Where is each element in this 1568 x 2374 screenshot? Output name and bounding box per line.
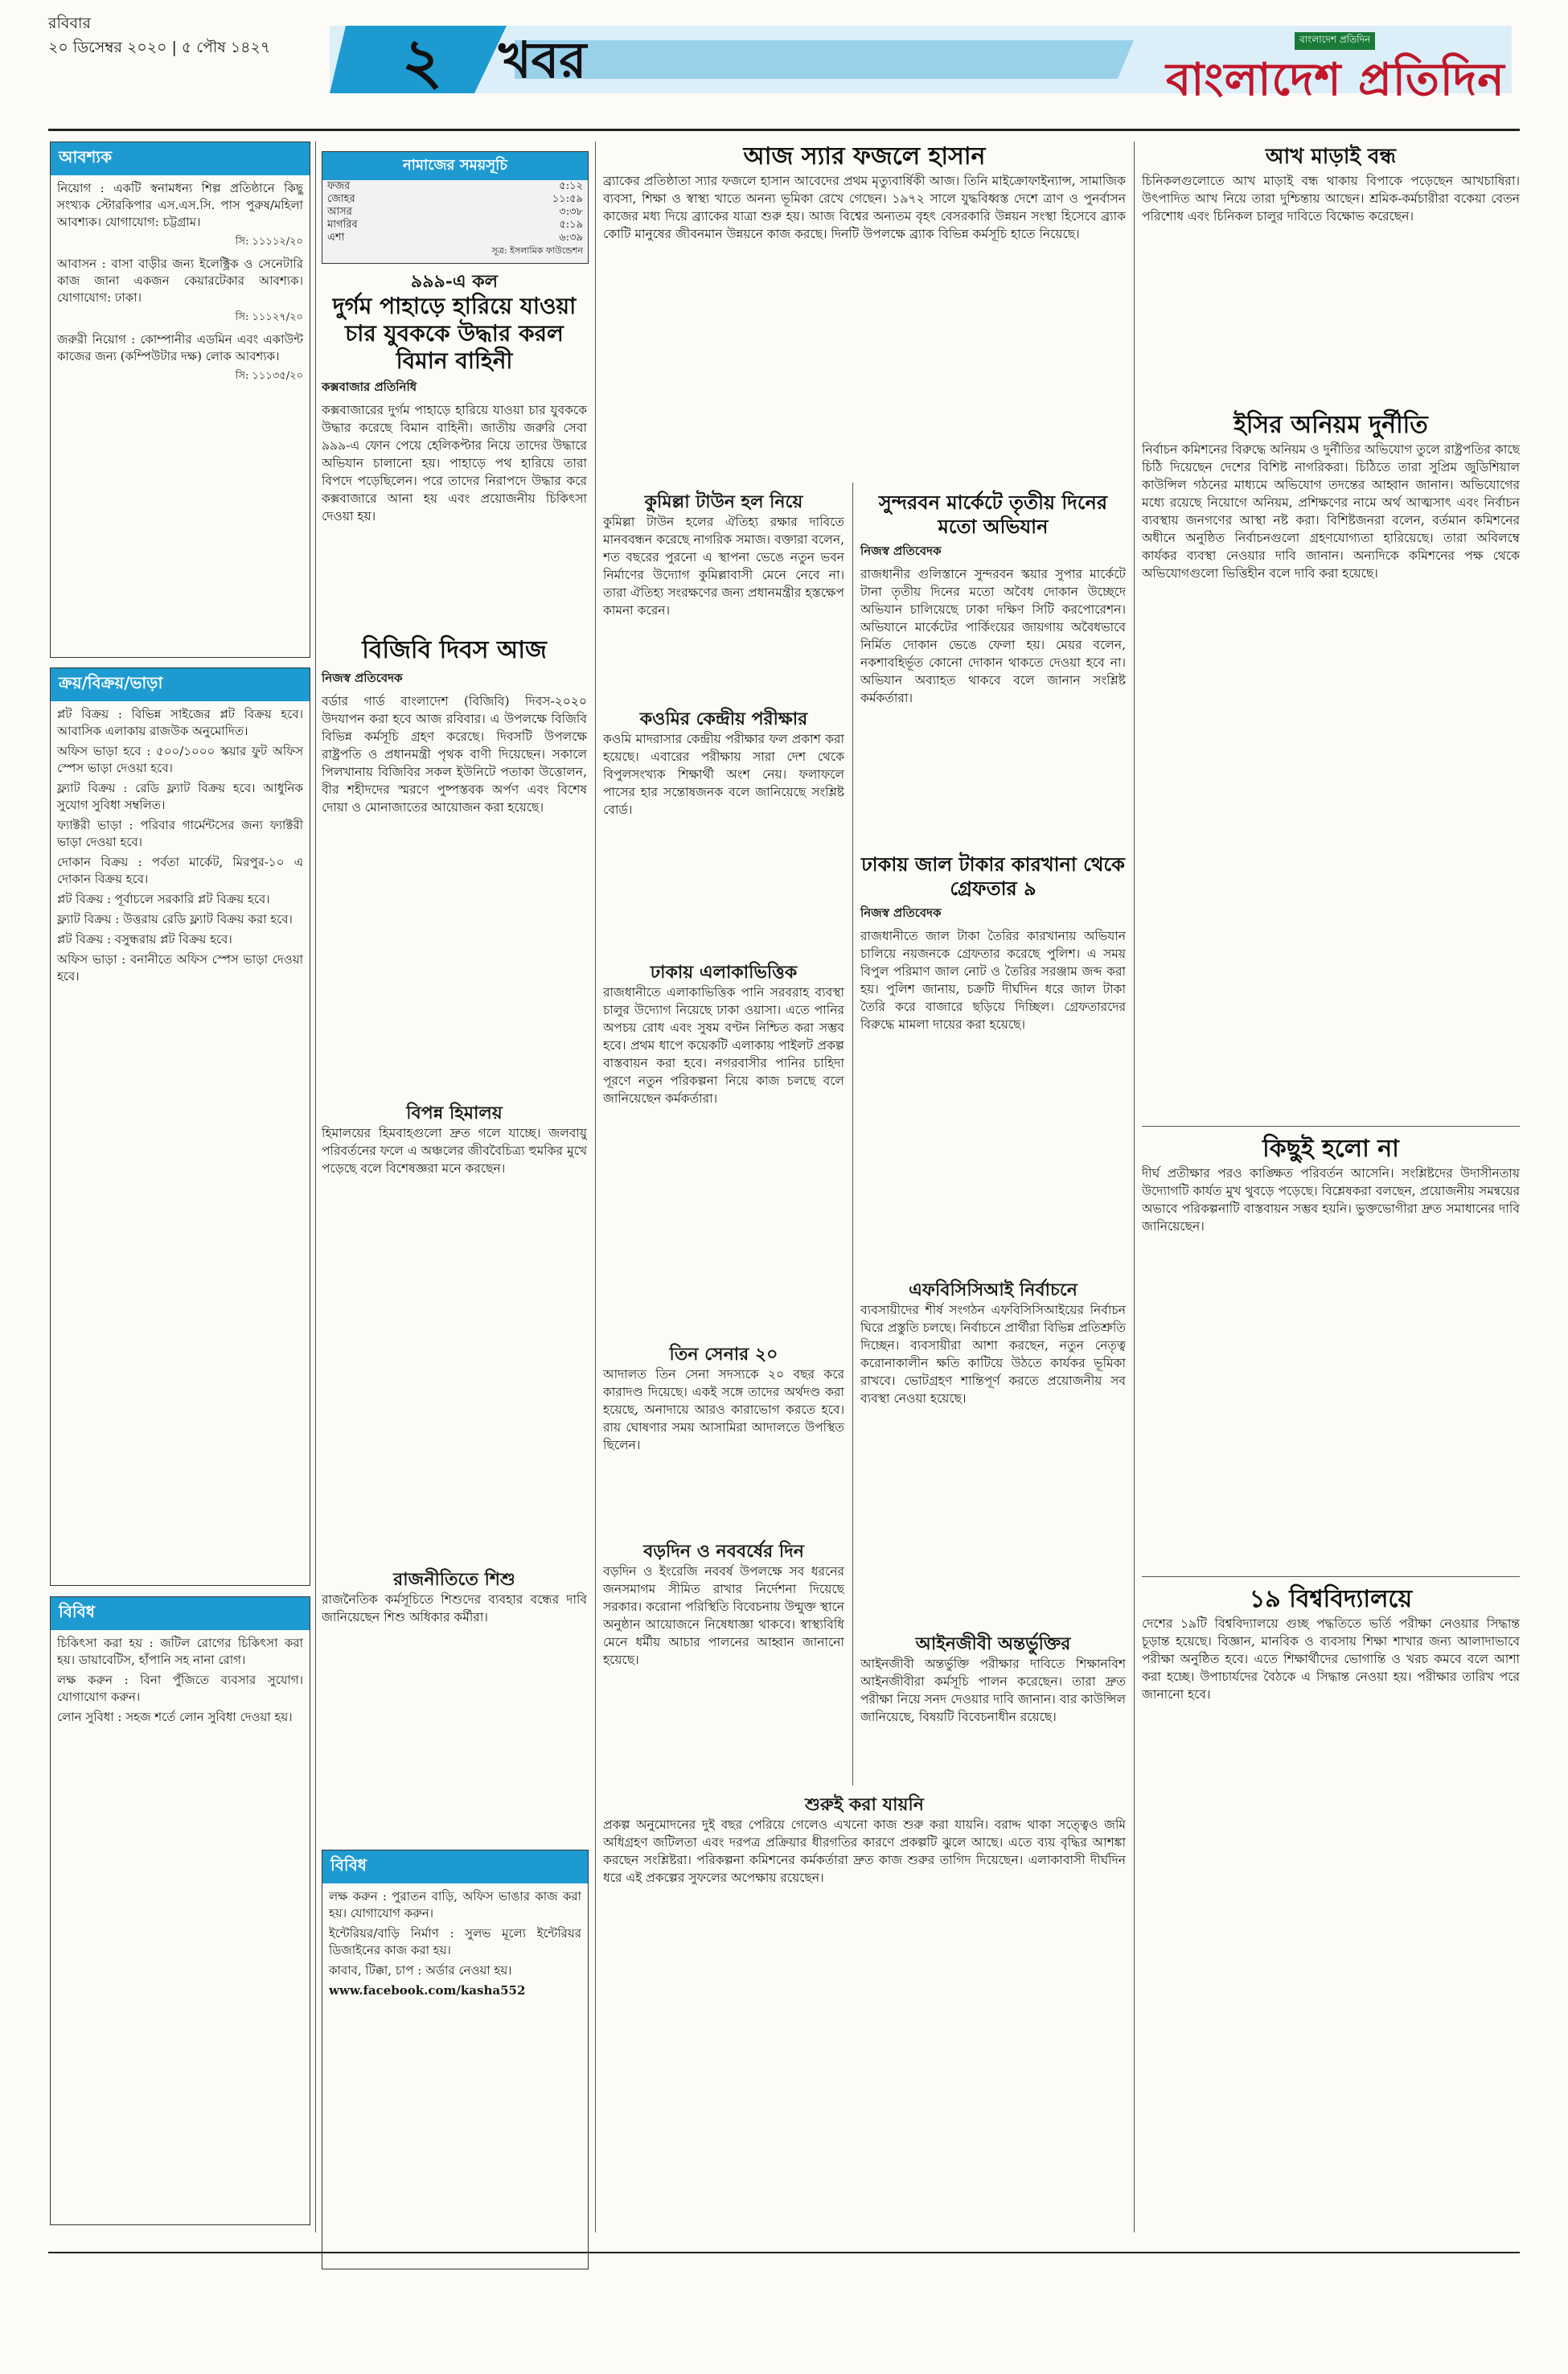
classified-ref: সি: ১১১২৭/২০: [235, 311, 303, 323]
classified-wanted: [50, 142, 310, 658]
section-title: খবর: [499, 31, 587, 89]
article-christmas[interactable]: [603, 1540, 844, 1781]
column-rule: [1134, 142, 1135, 2232]
prayer-times-box: [322, 151, 589, 264]
article-kicker: ৯৯৯-এ কল: [410, 271, 499, 292]
article-not-started[interactable]: [603, 1793, 1126, 2244]
misc-ad-box: [322, 1850, 589, 2269]
day-label: রবিবার: [48, 14, 91, 32]
article-fazle-hasan[interactable]: [603, 142, 1126, 479]
article-fake-currency[interactable]: [860, 852, 1126, 1271]
classified-ad: চিকিৎসা করা হয় : জটিল রোগের চিকিৎসা করা হয়। ডায়াবেটিস, হাঁপানি সহ নানা রোগ।: [57, 1636, 303, 1667]
article-19-universities[interactable]: [1142, 1584, 1520, 2244]
section-rule: [1142, 1126, 1520, 1127]
article-body: ব্র্যাকের প্রতিষ্ঠাতা স্যার ফজলে হাসান আবেদের প্রথম মৃত্যুবার্ষিকী আজ। তিনি মাইক্রোফাইন্যান্স, সামাজিক ব্যবসা, শিক্ষা ও স্বাস্থ্য খাতে অনন্য ভূমিকা রেখে গেছেন। ১৯৭২ সালে যুদ্ধবিধ্বস্ত দেশে ত্রাণ ও পুনর্বাসন কাজের মধ্য দিয়ে ব্র্যাকের যাত্রা শুরু হয়। আজ বিশ্বের অন্যতম বৃহৎ বেসরকারি উন্নয়ন সংস্থা হিসেবে ব্র্যাক কোটি মানুষের জীবনমান উন্নয়নে কাজ করছে। দিনটি উপলক্ষে ব্র্যাক বিভিন্ন কর্মসূচি হাতে নিয়েছে।: [603, 174, 1126, 241]
article-headline: রাজনীতিতে শিশু: [393, 1569, 515, 1590]
misc-ad-link[interactable]: www.facebook.com/kasha552: [329, 1983, 526, 1998]
article-qawmi-exam[interactable]: [603, 708, 844, 949]
article-body: বড়দিন ও ইংরেজি নববর্ষ উপলক্ষে সব ধরনের জনসমাগম সীমিত রাখার নির্দেশনা দিয়েছে সরকার। করোনা পরিস্থিতি বিবেচনায় উন্মুক্ত স্থানে অনুষ্ঠান আয়োজনে নিষেধাজ্ঞা থাকবে। স্বাস্থ্যবিধি মেনে ধর্মীয় আচার পালনের আহ্বান জানানো হয়েছে।: [603, 1564, 844, 1667]
article-headline: বিজিবি দিবস আজ: [362, 636, 547, 664]
section-rule: [1142, 1576, 1520, 1577]
article-headline: আখ মাড়াই বন্ধ: [1265, 145, 1397, 169]
prayer-row: মাগরিব ৫:১৯: [327, 219, 583, 231]
classified-ad: অফিস ভাড়া হবে : ৫০০/১০০০ স্কয়ার ফুট অফিস স্পেস ভাড়া দেওয়া হবে।: [57, 744, 303, 775]
article-byline: নিজস্ব প্রতিবেদক: [860, 906, 942, 920]
article-lawyer[interactable]: [860, 1633, 1126, 1785]
classified-ad: ফ্যাক্টরী ভাড়া : পরিবার গার্মেন্টসের জন্য ফ্যাক্টরী ভাড়া দেওয়া হবে।: [57, 818, 303, 849]
article-rescue[interactable]: [322, 270, 587, 624]
classified-misc: [50, 1596, 310, 2225]
newspaper-logo[interactable]: [1166, 32, 1536, 129]
classified-ref: সি: ১১১১২/২০: [235, 236, 303, 248]
classified-sale: [50, 667, 310, 1586]
prayer-row: এশা ৬:৩৯: [327, 232, 583, 244]
article-headline: বিপন্ন হিমালয়: [406, 1103, 503, 1123]
article-body: রাজধানীর গুলিস্তানে সুন্দরবন স্কয়ার সুপার মার্কেটে টানা তৃতীয় দিনের মতো অবৈধ দোকান উচ্ছেদে অভিযান চালিয়েছে ঢাকা দক্ষিণ সিটি করপোরেশন। অভিযানে মার্কেটের পার্কিংয়ের জায়গায় অবৈধভাবে নির্মিত দোকান ভেঙে ফেলা হয়। মেয়র বলেন, নকশাবহির্ভূত কোনো দোকান থাকতে দেওয়া হবে না। অভিযান অব্যাহত থাকবে বলে জানান সংশ্লিষ্ট কর্মকর্তারা।: [860, 567, 1126, 705]
article-headline: কওমির কেন্দ্রীয় পরীক্ষার: [639, 709, 808, 729]
classified-ad: প্লট বিক্রয় : বিভিন্ন সাইজের প্লট বিক্রয় হবে। আবাসিক এলাকায় রাজউক অনুমোদিত।: [57, 707, 303, 738]
article-water[interactable]: [603, 961, 844, 1331]
column-rule: [595, 142, 596, 2232]
article-headline: দুর্গম পাহাড়ে হারিয়ে যাওয়া চার যুবককে উদ্ধার করল বিমান বাহিনী: [332, 293, 577, 374]
article-body: রাজনৈতিক কর্মসূচিতে শিশুদের ব্যবহার বন্ধের দাবি জানিয়েছেন শিশু অধিকার কর্মীরা।: [322, 1592, 587, 1624]
prayer-row: জোহর ১১:৫৯: [327, 193, 583, 205]
article-body: চিনিকলগুলোতে আখ মাড়াই বন্ধ থাকায় বিপাকে পড়েছেন আখচাষিরা। উৎপাদিত আখ নিয়ে তারা দুশ্চিন্তায় আছেন। শ্রমিক-কর্মচারীরা বকেয়া বেতন পরিশোধ এবং চিনিকল চালুর দাবিতে বিক্ষোভ করেছেন।: [1142, 174, 1520, 224]
misc-ad: লক্ষ করুন : পুরাতন বাড়ি, অফিস ভাঙার কাজ করা হয়। যোগাযোগ করুন।: [329, 1889, 581, 1920]
logo-tagline: বাংলাদেশ প্রতিদিন: [1295, 32, 1375, 50]
article-headline: তিন সেনার ২০: [669, 1344, 778, 1365]
article-body: আইনজীবী অন্তর্ভুক্তি পরীক্ষার দাবিতে শিক্ষানবিশ আইনজীবীরা কর্মসূচি পালন করেছেন। তারা দ্রুত পরীক্ষা নিয়ে সনদ দেওয়ার দাবি জানান। বার কাউন্সিল জানিয়েছে, বিষয়টি বিবেচনাধীন রয়েছে।: [860, 1657, 1126, 1724]
classified-ad: লক্ষ করুন : বিনা পুঁজিতে ব্যবসার সুযোগ। যোগাযোগ করুন।: [57, 1673, 303, 1704]
article-body: দেশের ১৯টি বিশ্ববিদ্যালয়ে গুচ্ছ পদ্ধতিতে ভর্তি পরীক্ষা নেওয়ার সিদ্ধান্ত চূড়ান্ত হয়েছে। বিজ্ঞান, মানবিক ও ব্যবসায় শিক্ষা শাখার জন্য আলাদাভাবে পরীক্ষা অনুষ্ঠিত হবে। এতে শিক্ষার্থীদের ভোগান্তি ও খরচ কমবে বলে আশা করা হচ্ছে। উপাচার্যদের বৈঠকে এ সিদ্ধান্ত নেওয়া হয়। পরীক্ষার তারিখ পরে জানানো হবে।: [1142, 1616, 1520, 1702]
article-body: বর্ডার গার্ড বাংলাদেশ (বিজিবি) দিবস-২০২০ উদযাপন করা হবে আজ রবিবার। এ উপলক্ষে বিজিবি বিভিন্ন কর্মসূচি গ্রহণ করেছে। দিবসটি উপলক্ষে রাষ্ট্রপতি ও প্রধানমন্ত্রী পৃথক বাণী দিয়েছেন। সকালে পিলখানায় বিজিবির সকল ইউনিটে পতাকা উত্তোলন, বীর শহীদদের স্মরণে পুষ্পস্তবক অর্পণ এবং বিশেষ দোয়া ও মোনাজাতের আয়োজন করা হয়েছে।: [322, 694, 587, 815]
logo-wordmark: বাংলাদেশ প্রতিদিন: [1166, 53, 1505, 106]
article-body: ব্যবসায়ীদের শীর্ষ সংগঠন এফবিসিসিআইয়ের নির্বাচন ঘিরে প্রস্তুতি চলছে। নির্বাচনে প্রার্থীরা বিভিন্ন প্রতিশ্রুতি দিচ্ছেন। ব্যবসায়ীরা আশা করছেন, নতুন নেতৃত্ব করোনাকালীন ক্ষতি কাটিয়ে উঠতে কার্যকর ভূমিকা রাখবে। ভোটগ্রহণ শান্তিপূর্ণ করতে প্রয়োজনীয় সব ব্যবস্থা নেওয়া হয়েছে।: [860, 1303, 1126, 1406]
article-body: আদালত তিন সেনা সদস্যকে ২০ বছর করে কারাদণ্ড দিয়েছে। একই সঙ্গে তাদের অর্থদণ্ড করা হয়েছে, অনাদায়ে আরও কারাভোগ করতে হবে। রায় ঘোষণার সময় আসামিরা আদালতে উপস্থিত ছিলেন।: [603, 1367, 844, 1452]
article-headline: আইনজীবী অন্তর্ভুক্তির: [915, 1633, 1071, 1654]
prayer-title: নামাজের সময়সূচি: [322, 152, 588, 180]
article-body: নির্বাচন কমিশনের বিরুদ্ধে অনিয়ম ও দুর্নীতির অভিযোগ তুলে রাষ্ট্রপতির কাছে চিঠি দিয়েছেন দেশের বিশিষ্ট নাগরিকরা। চিঠিতে তারা সুপ্রিম জুডিশিয়াল কাউন্সিল গঠনের মাধ্যমে অভিযোগ তদন্তের আহ্বান জানান। অভিযোগের মধ্যে রয়েছে নিয়োগে অনিয়ম, প্রশিক্ষণের নামে অর্থ আত্মসাৎ এবং নির্বাচন ব্যবস্থায় জনগণের আস্থা নষ্ট করা। বিশিষ্টজনরা বলেন, বর্তমান কমিশনের অধীনে অনুষ্ঠিত নির্বাচনগুলো গ্রহণযোগ্যতা হারিয়েছে। তারা অবিলম্বে কার্যকর ব্যবস্থা নেওয়ার দাবি জানান। অন্যদিকে কমিশনের পক্ষ থেকে অভিযোগগুলো ভিত্তিহীন বলে দাবি করা হয়েছে।: [1142, 442, 1520, 581]
classified-ad: জরুরী নিয়োগ : কোম্পানীর এডমিন এবং একাউন্ট কাজের জন্য (কম্পিউটার দক্ষ) লোক আবশ্যক।: [57, 332, 303, 363]
article-body: হিমালয়ের হিমবাহগুলো দ্রুত গলে যাচ্ছে। জলবায়ু পরিবর্তনের ফলে এ অঞ্চলের জীববৈচিত্র্য হুমকির মুখে পড়েছে বলে বিশেষজ্ঞরা মনে করছেন।: [322, 1126, 587, 1176]
classified-ad: আবাসন : বাসা বাড়ীর জন্য ইলেক্ট্রিক ও সেনেটারি কাজ জানা একজন কেয়ারটেকার আবশ্যক। যোগাযোগ: ঢাকা।: [57, 257, 303, 305]
classified-ad: প্লট বিক্রয় : পূর্বাচলে সরকারি প্লট বিক্রয় হবে।: [57, 892, 270, 906]
article-three-soldiers[interactable]: [603, 1343, 844, 1528]
article-byline: কক্সবাজার প্রতিনিধি: [322, 380, 417, 394]
footer-rule: [48, 2252, 1520, 2253]
article-headline: ইসির অনিয়ম দুর্নীতি: [1233, 411, 1428, 439]
article-comilla[interactable]: [603, 491, 844, 700]
article-headline: এফবিসিসিআই নির্বাচনে: [909, 1279, 1077, 1300]
article-fbcci[interactable]: [860, 1279, 1126, 1624]
article-headline: শুরুই করা যায়নি: [805, 1794, 924, 1815]
misc-ad: ইন্টেরিয়র/বাড়ি নির্মাণ : সুলভ মূল্যে ইন্টেরিয়র ডিজাইনের কাজ করা হয়।: [329, 1926, 581, 1957]
article-sugarcane[interactable]: [1142, 142, 1520, 399]
article-byline: নিজস্ব প্রতিবেদক: [860, 544, 942, 558]
article-headline: ঢাকায় জাল টাকার কারখানা থেকে গ্রেফতার ৯: [861, 852, 1125, 900]
page-number: ২: [401, 25, 443, 98]
article-body: কক্সবাজারের দুর্গম পাহাড়ে হারিয়ে যাওয়া চার যুবককে উদ্ধার করেছে বিমান বাহিনী। জাতীয় জরুরি সেবা ৯৯৯-এ ফোন পেয়ে হেলিকপ্টার নিয়ে তাদের উদ্ধারে অভিযান চালানো হয়। পাহাড়ে পথ হারিয়ে তারা বিপদে পড়েছিলেন। পরে তাদের নিরাপদে উদ্ধার করে কক্সবাজারে আনা হয় এবং প্রয়োজনীয় চিকিৎসা দেওয়া হয়।: [322, 403, 587, 524]
misc-ad: কাবাব, টিক্কা, চাপ : অর্ডার নেওয়া হয়।: [329, 1963, 512, 1978]
date-label: ২০ ডিসেম্বর ২০২০ | ৫ পৌষ ১৪২৭: [48, 39, 271, 56]
article-body: রাজধানীতে এলাকাভিত্তিক পানি সরবরাহ ব্যবস্থা চালুর উদ্যোগ নিয়েছে ঢাকা ওয়াসা। এতে পানির অপচয় রোধ এবং সুষম বণ্টন নিশ্চিত করা সম্ভব হবে। প্রথম ধাপে কয়েকটি এলাকায় পাইলট প্রকল্প বাস্তবায়ন করা হবে। নগরবাসীর পানির চাহিদা পূরণে নতুন পরিকল্পনা নিয়ে কাজ চলছে বলে জানিয়েছেন কর্মকর্তারা।: [603, 985, 844, 1106]
article-nothing-happened[interactable]: [1142, 1134, 1520, 1568]
article-body: দীর্ঘ প্রতীক্ষার পরও কাঙ্ক্ষিত পরিবর্তন আসেনি। সংশ্লিষ্টদের উদাসীনতায় উদ্যোগটি কার্যত মুখ থুবড়ে পড়েছে। বিশ্লেষকরা বলছেন, প্রয়োজনীয় সমন্বয়ের অভাবে পরিকল্পনাটি বাস্তবায়ন সম্ভব হয়নি। ভুক্তভোগীরা দ্রুত সমাধানের দাবি জানিয়েছেন।: [1142, 1166, 1520, 1234]
article-body: কুমিল্লা টাউন হলের ঐতিহ্য রক্ষার দাবিতে মানববন্ধন করেছে নাগরিক সমাজ। বক্তারা বলেন, শত বছরের পুরনো এ স্থাপনা ভেঙে নতুন ভবন নির্মাণের উদ্যোগ কুমিল্লাবাসী মেনে নেবে না। তারা ঐতিহ্য সংরক্ষণের জন্য প্রধানমন্ত্রীর হস্তক্ষেপ কামনা করেন।: [603, 515, 844, 618]
article-headline: কুমিল্লা টাউন হল নিয়ে: [644, 491, 803, 512]
article-body: রাজধানীতে জাল টাকা তৈরির কারখানায় অভিযান চালিয়ে নয়জনকে গ্রেফতার করেছে পুলিশ। এ সময় বিপুল পরিমাণ জাল নোট ও তৈরির সরঞ্জাম জব্দ করা হয়। পুলিশ জানায়, চক্রটি দীর্ঘদিন ধরে জাল টাকা তৈরি করে বাজারে ছড়িয়ে দিচ্ছিল। গ্রেফতারদের বিরুদ্ধে মামলা দায়ের করা হয়েছে।: [860, 929, 1126, 1032]
prayer-row: ফজর ৫:১২: [327, 180, 583, 192]
prayer-source: সূত্র: ইসলামিক ফাউন্ডেশন: [491, 245, 583, 256]
classified-ad: ফ্ল্যাট বিক্রয় : রেডি ফ্ল্যাট বিক্রয় হবে। আধুনিক সুযোগ সুবিধা সম্বলিত।: [57, 781, 303, 812]
article-headline: আজ স্যার ফজলে হাসান: [743, 142, 986, 170]
classified-ad: নিয়োগ : একটি স্বনামধন্য শিল্প প্রতিষ্ঠানে কিছু সংখ্যক স্টোরকিপার এস.এস.সি. পাস পুরুষ/মহিলা আবশ্যক। যোগাযোগ: চট্টগ্রাম।: [57, 181, 303, 229]
article-body: কওমি মাদরাসার কেন্দ্রীয় পরীক্ষার ফল প্রকাশ করা হয়েছে। এবারের পরীক্ষায় সারা দেশ থেকে বিপুলসংখ্যক শিক্ষার্থী অংশ নেয়। ফলাফলে পাসের হার সন্তোষজনক বলে জানিয়েছে সংশ্লিষ্ট বোর্ড।: [603, 732, 844, 817]
misc-ad-heading: বিবিধ: [322, 1850, 588, 1883]
classified-ad: প্লট বিক্রয় : বসুন্ধরায় প্লট বিক্রয় হবে।: [57, 932, 232, 947]
classified-ad: ফ্ল্যাট বিক্রয় : উত্তরায় রেডি ফ্ল্যাট বিক্রয় করা হবে।: [57, 912, 293, 926]
classified-ad: অফিস ভাড়া : বনানীতে অফিস স্পেস ভাড়া দেওয়া হবে।: [57, 952, 303, 984]
classified-heading: ক্রয়/বিক্রয়/ভাড়া: [51, 668, 310, 701]
article-headline: কিছুই হলো না: [1262, 1135, 1399, 1163]
article-byline: নিজস্ব প্রতিবেদক: [322, 671, 403, 685]
article-headline: সুন্দরবন মার্কেটে তৃতীয় দিনের মতো অভিযান: [878, 491, 1108, 538]
column-rule: [315, 142, 316, 2232]
masthead-date: [48, 11, 338, 60]
article-headline: ঢাকায় এলাকাভিত্তিক: [650, 962, 798, 983]
article-bgb[interactable]: [322, 635, 587, 1086]
column-rule: [852, 483, 853, 1785]
classified-heading: আবশ্যক: [51, 142, 310, 175]
article-body: প্রকল্প অনুমোদনের দুই বছর পেরিয়ে গেলেও এখনো কাজ শুরু করা যায়নি। বরাদ্দ থাকা সত্ত্বেও জমি অধিগ্রহণ জটিলতা এবং দরপত্র প্রক্রিয়ার ধীরগতির কারণে প্রকল্পটি ঝুলে আছে। এতে ব্যয় বৃদ্ধির আশঙ্কা করছেন সংশ্লিষ্টরা। পরিকল্পনা কমিশনের কর্মকর্তারা দ্রুত কাজ শুরুর তাগিদ দিয়েছেন। এলাকাবাসী দীর্ঘদিন ধরে এই প্রকল্পের সুফলের অপেক্ষায় রয়েছেন।: [603, 1817, 1126, 1885]
article-headline: বড়দিন ও নববর্ষের দিন: [643, 1541, 804, 1562]
prayer-row: আসর ৩:৩৮: [327, 206, 583, 218]
header-rule: [48, 129, 1520, 131]
classified-ad: দোকান বিক্রয় : পর্বতা মার্কেট, মিরপুর-১০ এ দোকান বিক্রয় হবে।: [57, 855, 303, 886]
article-headline: ১৯ বিশ্ববিদ্যালয়ে: [1249, 1585, 1413, 1613]
article-himalaya[interactable]: [322, 1102, 587, 1552]
article-sundarban[interactable]: [860, 491, 1126, 844]
article-politics-child[interactable]: [322, 1568, 587, 1834]
classified-heading: বিবিধ: [51, 1597, 310, 1630]
classified-ad: লোন সুবিধা : সহজ শর্তে লোন সুবিধা দেওয়া হয়।: [57, 1710, 293, 1724]
article-ec-corruption[interactable]: [1142, 410, 1520, 1118]
classified-ref: সি: ১১১৩৫/২০: [235, 370, 303, 382]
